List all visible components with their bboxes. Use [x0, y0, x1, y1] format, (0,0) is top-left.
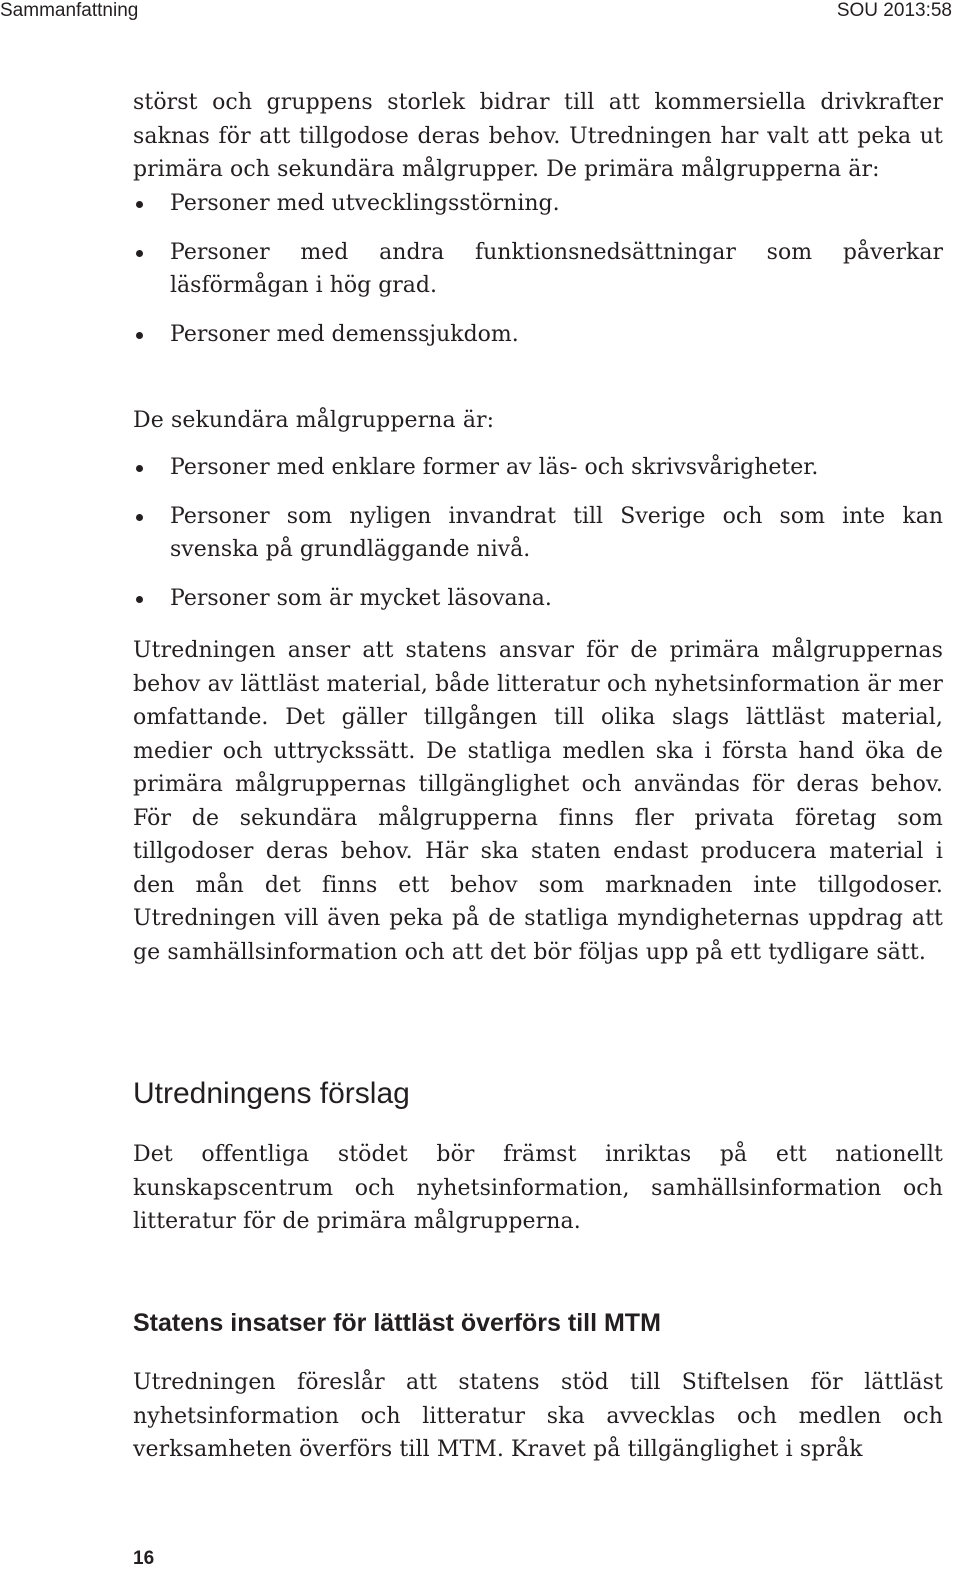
list-item-text: Personer med utvecklingsstörning. [170, 191, 560, 216]
bullet-icon [136, 332, 143, 339]
assessment-paragraph-text: Utredningen anser att statens ansvar för de primära målgruppernas behov av lättläst material, både litteratur och nyhetsinformation är mer omfattande. Det gäller tillgången till olika slags lättläst material, medier och uttryckssätt. De statliga medlen ska i första hand öka de primära målgruppernas tillgänglighet och användas för deras behov. För de sekundära målgrupperna finns fler privata företag som tillgodoser deras behov. Här ska staten endast producera material i den mån det finns ett behov som marknaden inte tillgodoser. Utredningen vill även peka på de statliga myndigheternas uppdrag att ge samhällsinformation och att det bör följas upp på ett tydligare sätt. [133, 638, 943, 965]
running-head-report-id: SOU 2013:58 [836, 0, 952, 21]
secondary-intro [133, 404, 943, 438]
list-item-text: Personer med demenssjukdom. [170, 321, 519, 347]
bullet-icon [136, 514, 143, 521]
primary-groups-list [133, 187, 943, 366]
list-item [133, 318, 943, 352]
list-item [133, 236, 943, 303]
intro-paragraph [133, 86, 943, 187]
bullet-icon [136, 596, 143, 603]
assessment-paragraph [133, 634, 943, 969]
secondary-intro-text: De sekundära målgrupperna är: [133, 408, 495, 433]
list-item-text: Personer som är mycket läsovana. [170, 585, 552, 611]
list-item-text: Personer med andra funktionsnedsättningar som påverkar läsförmågan i hög grad. [170, 239, 943, 298]
bullet-icon [136, 465, 143, 472]
subsection-paragraph [133, 1366, 943, 1467]
list-item [133, 500, 943, 567]
bullet-icon [136, 250, 143, 257]
page-number: 16 [133, 1548, 155, 1569]
intro-paragraph-text: störst och gruppens storlek bidrar till att kommersiella drivkrafter saknas för att tillgodose deras behov. Utredningen har valt att peka ut primära och sekundära målgrupper. De primära målgrupperna är: [133, 90, 943, 182]
running-head-section: Sammanfattning [0, 0, 139, 21]
list-item-text: Personer med enklare former av läs- och skrivsvårigheter. [170, 455, 819, 480]
running-head [0, 0, 960, 24]
bullet-icon [136, 201, 143, 208]
list-item-text: Personer som nyligen invandrat till Sverige och som inte kan svenska på grundläggande nivå. [170, 503, 943, 562]
list-item [133, 582, 943, 616]
subsection-paragraph-text: Utredningen föreslår att statens stöd till Stiftelsen för lättläst nyhetsinformation och litteratur ska avvecklas och medlen och verksamheten överförs till MTM. Kravet på tillgänglighet i språk [133, 1370, 943, 1462]
section-paragraph [133, 1138, 943, 1239]
section-paragraph-text: Det offentliga stödet bör främst inriktas på ett nationellt kunskapscentrum och nyhetsinformation, samhällsinformation och litteratur för de primära målgrupperna. [133, 1142, 943, 1234]
section-heading: Utredningens förslag [133, 1077, 410, 1110]
subsection-heading: Statens insatser för lättläst överförs till MTM [133, 1309, 661, 1337]
list-item [133, 187, 943, 221]
secondary-groups-list [133, 451, 943, 630]
list-item [133, 451, 943, 485]
